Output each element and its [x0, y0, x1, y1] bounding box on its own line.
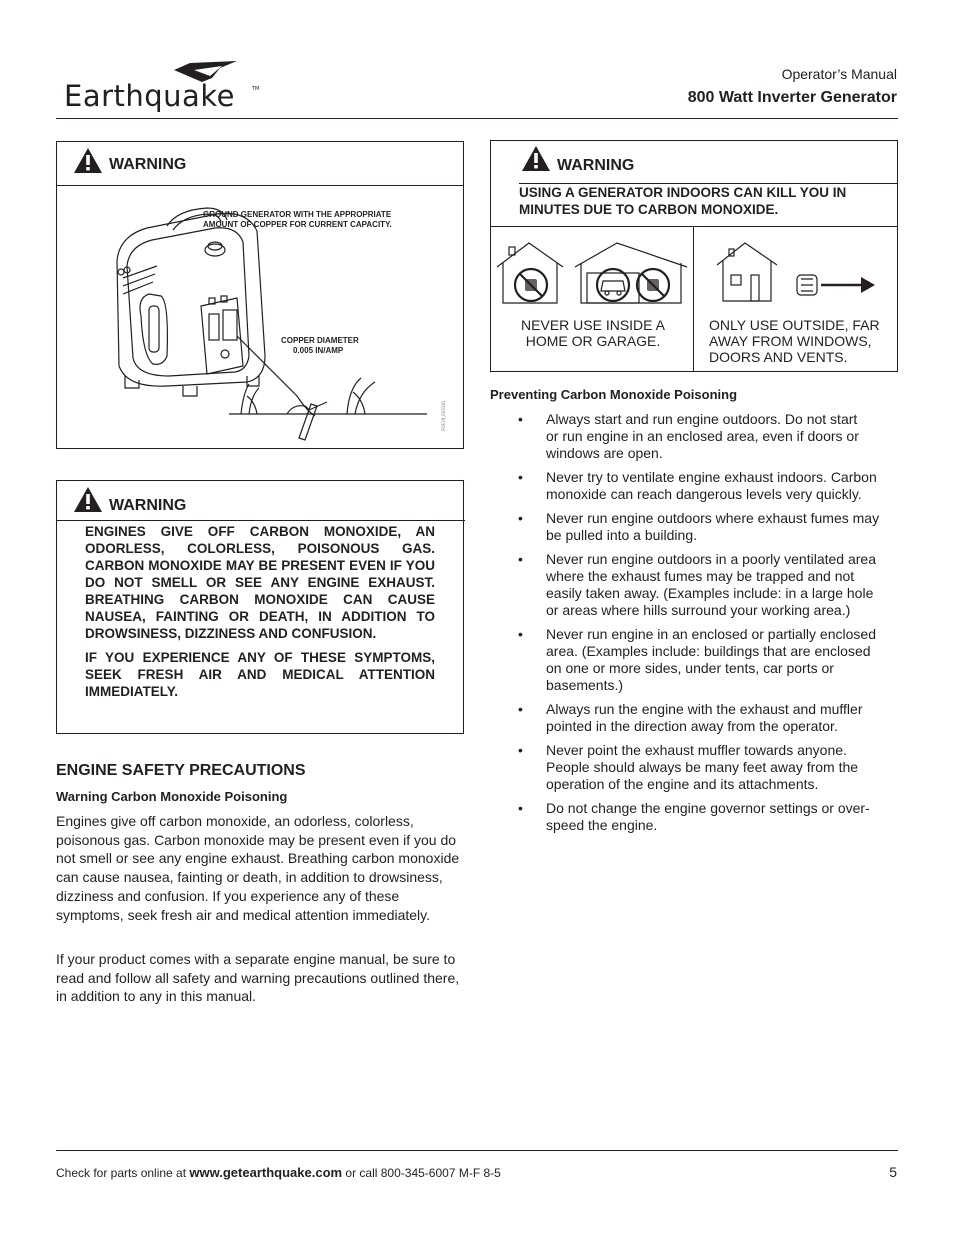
- footer-rule: [56, 1150, 898, 1151]
- warning-header: [57, 142, 463, 186]
- list-item-line: pointed in the direction away from the operator.: [546, 718, 838, 734]
- list-item-line: operation of the engine and its attachments.: [546, 776, 819, 792]
- page-number: 5: [889, 1164, 897, 1180]
- generator-grounding-illustration: [97, 206, 457, 446]
- list-item-line: or run engine in an enclosed area, even if doors or: [546, 428, 859, 444]
- list-item: [490, 551, 902, 619]
- product-title: 800 Watt Inverter Generator: [687, 89, 897, 106]
- copper-callout: COPPER DIAMETER 0.005 IN/AMP: [281, 336, 359, 355]
- logo-graphic: [62, 60, 267, 118]
- engine-safety-subheading: Warning Carbon Monoxide Poisoning: [56, 789, 288, 804]
- warning-triangle-icon: [521, 145, 551, 172]
- figure-code: POE19_003181: [441, 400, 446, 431]
- bullet-dot: •: [518, 551, 523, 567]
- list-item: [490, 626, 902, 694]
- list-item-line: area. (Examples include: buildings that are enclosed: [546, 643, 871, 659]
- list-item-line: on one or more sides, under tents, car ports or: [546, 660, 834, 676]
- indoor-right-caption: ONLY USE OUTSIDE, FAR AWAY FROM WINDOWS, DOORS AND VENTS.: [709, 317, 880, 365]
- list-item-line: monoxide can reach dangerous levels very quickly.: [546, 486, 862, 502]
- list-item-line: Never try to ventilate engine exhaust indoors. Carbon: [546, 469, 877, 485]
- list-item: [490, 742, 902, 793]
- bullet-list: [490, 411, 902, 834]
- list-item-line: or areas where hills surround your working area.): [546, 602, 851, 618]
- list-item-line: Never run engine in an enclosed or partially enclosed: [546, 626, 876, 642]
- co-warning-box: [56, 480, 464, 734]
- ground-callout: GROUND GENERATOR WITH THE APPROPRIATE AMOUNT OF COPPER FOR CURRENT CAPACITY.: [203, 210, 392, 229]
- cell-divider: [693, 227, 694, 371]
- prevent-co-heading: Preventing Carbon Monoxide Poisoning: [490, 387, 738, 402]
- list-item-line: be pulled into a building.: [546, 527, 698, 543]
- indoor-warning-box: [490, 140, 898, 372]
- list-item-line: Always start and run engine outdoors. Do not start: [546, 411, 858, 427]
- list-item: [490, 469, 902, 503]
- list-item-line: Do not change the engine governor settings or over-: [546, 800, 870, 816]
- list-item-line: Never point the exhaust muffler towards anyone.: [546, 742, 847, 758]
- list-item-line: People should always be many feet away from the: [546, 759, 859, 775]
- engine-safety-paragraph-1: Engines give off carbon monoxide, an odorless, colorless, poisonous gas. Carbon monoxide may be present even if you do not smell or see any engine exhaust. Breathing carbon monoxide can cause nausea, fainting or death, in addition to drowsiness, dizziness and confusion. If you experience any of these symptoms, seek fresh air and medical attention immediately.: [56, 813, 460, 923]
- list-item: [490, 510, 902, 544]
- list-item: [490, 800, 902, 834]
- indoor-warning-text: USING A GENERATOR INDOORS CAN KILL YOU IN MINUTES DUE TO CARBON MONOXIDE.: [519, 185, 847, 217]
- bullet-dot: •: [518, 701, 523, 717]
- list-item-line: windows are open.: [546, 445, 663, 461]
- list-item-line: easily taken away. (Examples include: in a large hole: [546, 585, 874, 601]
- warning-triangle-icon: [73, 486, 103, 513]
- co-warning-text: ENGINES GIVE OFF CARBON MONOXIDE, AN ODORLESS, COLORLESS, POISONOUS GAS. CARBON MONOXIDE MAY BE PRESENT EVEN IF YOU DO NOT SMELL OR SEE ANY ENGINE EXHAUST. BREATHING CARBON MONOXIDE CAN CAUSE NAUSEA, FAINTING OR DEATH, IN ADDITION TO DROWSINESS, DIZZINESS AND CONFUSION. IF YOU EXPERIENCE ANY OF THESE SYMPTOMS, SEEK FRESH AIR AND MEDICAL ATTENTION IMMEDIATELY.: [85, 524, 435, 699]
- engine-safety-heading: ENGINE SAFETY PRECAUTIONS: [56, 762, 306, 779]
- indoor-warning-header: [491, 141, 897, 227]
- earthquake-logo: [62, 60, 267, 118]
- list-item-line: speed the engine.: [546, 817, 658, 833]
- list-item: [490, 701, 902, 735]
- engine-safety-paragraph-2: If your product comes with a separate engine manual, be sure to read and follow all safety and warning precautions outlined there, in addition to any in this manual.: [56, 951, 460, 1005]
- warning-label: WARNING: [109, 497, 187, 514]
- outdoor-safe-illustration: [713, 239, 883, 305]
- ground-warning-box: [56, 141, 464, 449]
- website-link[interactable]: www.getearthquake.com: [189, 1165, 343, 1180]
- list-item-line: where the exhaust fumes may be trapped and not: [546, 568, 855, 584]
- list-item-line: Always run the engine with the exhaust and muffler: [546, 701, 863, 717]
- bullet-dot: •: [518, 510, 523, 526]
- indoor-left-caption: NEVER USE INSIDE A HOME OR GARAGE.: [521, 317, 665, 349]
- warning-header: [57, 481, 463, 521]
- prevent-co-list: [490, 411, 902, 841]
- list-item-line: Never run engine outdoors in a poorly ventilated area: [546, 551, 876, 567]
- bullet-dot: •: [518, 411, 523, 427]
- warning-triangle-icon: [73, 147, 103, 174]
- indoor-prohibited-illustration: [495, 237, 691, 307]
- list-item-line: Never run engine outdoors where exhaust fumes may: [546, 510, 880, 526]
- bullet-dot: •: [518, 626, 523, 642]
- list-item-line: basements.): [546, 677, 624, 693]
- list-item: [490, 411, 902, 462]
- bullet-dot: •: [518, 469, 523, 485]
- logo-wordmark: Earthquake: [64, 79, 235, 113]
- warning-divider: [57, 520, 465, 521]
- header-rule: [56, 118, 898, 119]
- warning-label: WARNING: [109, 156, 187, 173]
- warning-label: WARNING: [557, 157, 635, 174]
- bullet-dot: •: [518, 742, 523, 758]
- trademark-mark: TM: [252, 86, 260, 92]
- bullet-dot: •: [518, 800, 523, 816]
- doc-type: Operator’s Manual: [781, 66, 897, 82]
- footer-text: Check for parts online at www.getearthquake.com or call 800-345-6007 M-F 8-5: [56, 1165, 501, 1180]
